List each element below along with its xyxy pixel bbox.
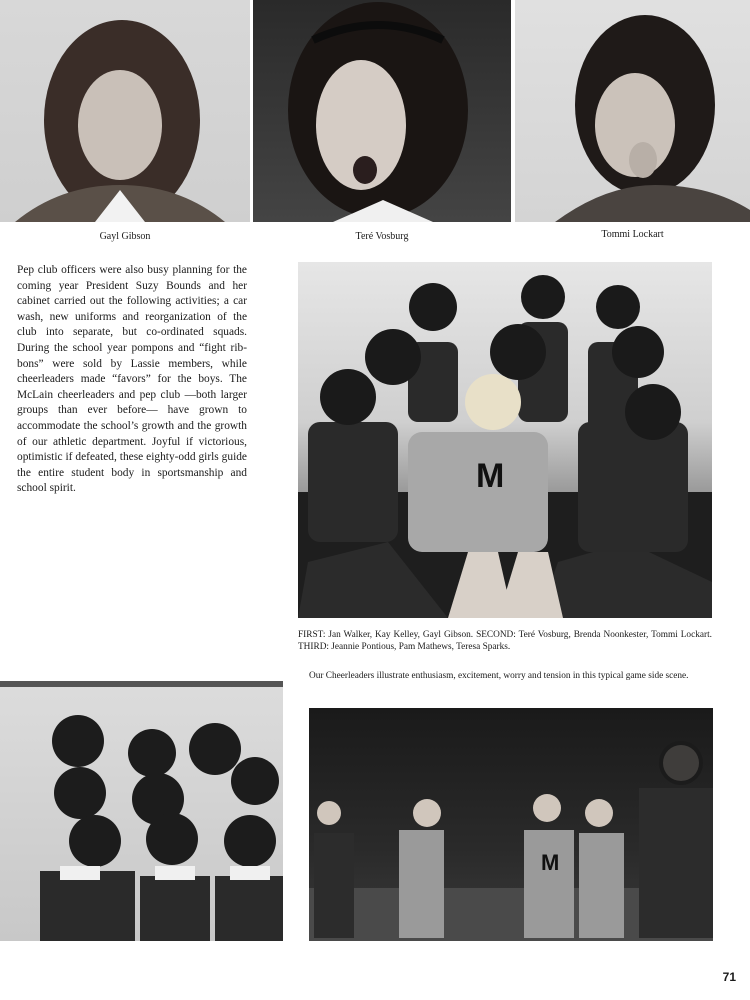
scene-photo-caption: Our Cheerleaders illustrate enthusiasm, excitement, worry and tension in this typical game side scene. <box>309 671 689 681</box>
portrait-caption: Gayl Gibson <box>99 231 151 242</box>
portrait-caption: Teré Vosburg <box>355 231 409 242</box>
portrait-photo-tommi-lockart <box>515 0 750 222</box>
portrait-caption: Tommi Lockart <box>601 229 664 240</box>
cheerleader-group-photo <box>298 262 712 618</box>
sweater-letter: M <box>541 850 560 875</box>
portrait-photo-tere-vosburg <box>253 0 511 222</box>
game-side-scene-photo <box>309 708 713 941</box>
page-number: 71 <box>722 970 736 984</box>
pep-club-group-photo <box>0 681 283 941</box>
portrait-photo-gayl-gibson <box>0 0 250 222</box>
article-body-text: Pep club officers were also busy planning for the coming year President Suzy Bounds and her cabinet carried out the following activities; a car wash, new uniforms and reorganization of the club into separate, but co-ordinated squads. During the school year pompons and “fight ribbons” were sold by Lassie members, while cheerleaders made “favors” for the boys. The McLain cheerleaders and pep club —both larger groups than ever before— have grown to accommodate the school’s growth and the growth of our athletic department. Joyful if victorious, optimistic if defeated, these eighty-odd girls guide the entire student body in sportsmanship and school spirit. <box>17 264 247 495</box>
sweater-letter: M <box>476 457 505 495</box>
group-photo-caption: FIRST: Jan Walker, Kay Kelley, Gayl Gibson. SECOND: Teré Vosburg, Brenda Noonkester, Tommi Lockart. THIRD: Jeannie Pontious, Pam Mathews, Teresa Sparks. <box>298 630 712 652</box>
